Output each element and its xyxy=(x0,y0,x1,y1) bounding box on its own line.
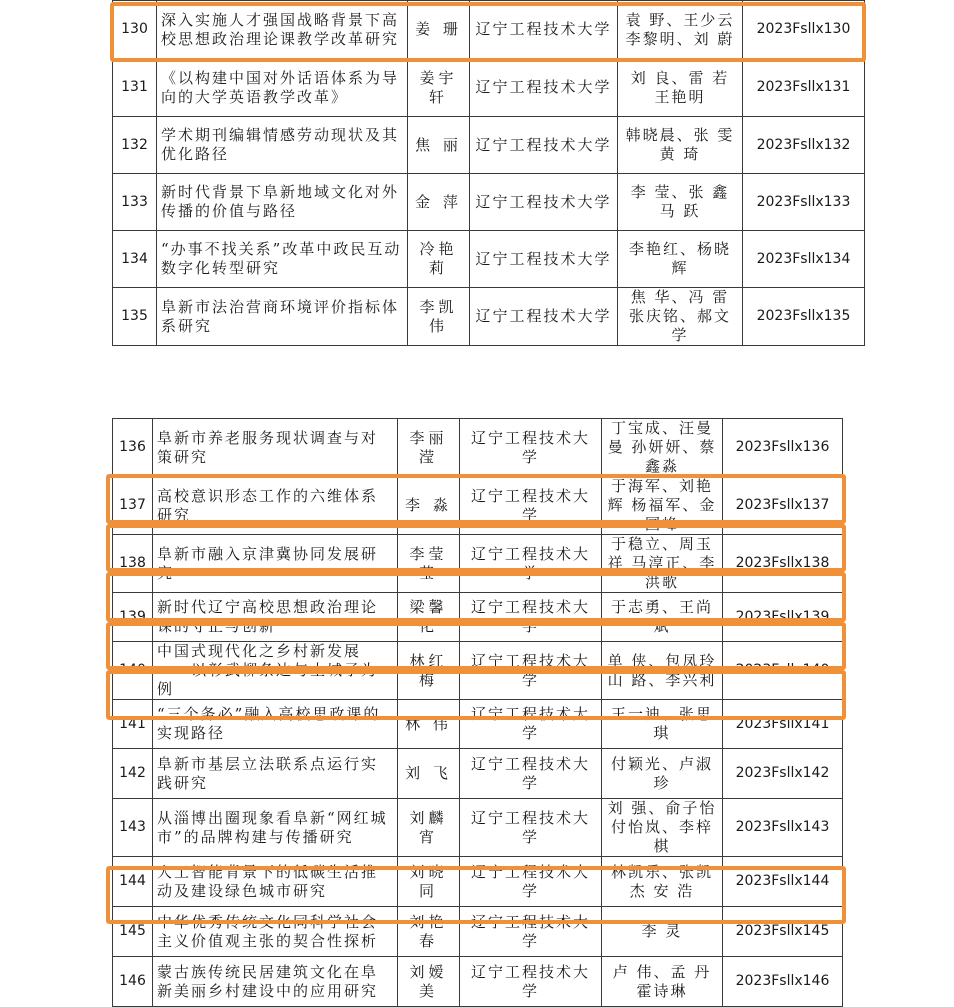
project-members: 丁宝成、汪曼曼 孙妍妍、蔡鑫淼 xyxy=(602,419,723,477)
project-leader: 焦 丽 xyxy=(408,117,470,174)
project-unit: 辽宁工程技术大学 xyxy=(460,799,602,857)
table-row xyxy=(113,749,843,799)
project-members: 于稳立、周玉祥 马淳正、李洪歌 xyxy=(602,535,723,593)
project-members: 单 侠、包凤玲 山 路、李兴利 xyxy=(602,642,723,700)
project-members: 袁 野、王少云 李黎明、刘 蔚 xyxy=(618,1,743,59)
project-members: 于海军、刘艳辉 杨福军、金国峰 xyxy=(602,477,723,535)
project-code: 2023Fsllx143 xyxy=(723,799,843,857)
project-leader: 李 淼 xyxy=(398,477,460,535)
project-title: 从淄博出圈现象看阜新“网红城市”的品牌构建与传播研究 xyxy=(153,799,398,857)
project-title: 阜新市养老服务现状调查与对策研究 xyxy=(153,419,398,477)
project-members: 刘 强、俞子怡 付怡岚、李梓棋 xyxy=(602,799,723,857)
project-members: 卢 伟、孟 丹 霍诗琳 xyxy=(602,957,723,1007)
project-leader: 刘嫒美 xyxy=(398,957,460,1007)
table-row xyxy=(113,419,843,477)
table-row xyxy=(113,957,843,1007)
project-leader: 林红梅 xyxy=(398,642,460,700)
row-number: 138 xyxy=(113,535,153,593)
project-leader: 李丽滢 xyxy=(398,419,460,477)
project-members: 于志勇、王尚斌 xyxy=(602,593,723,642)
project-members: 刘 良、雷 若 王艳明 xyxy=(618,59,743,117)
project-code: 2023Fsllx130 xyxy=(743,1,865,59)
project-code: 2023Fsllx134 xyxy=(743,231,865,288)
row-number: 146 xyxy=(113,957,153,1007)
project-code: 2023Fsllx145 xyxy=(723,907,843,957)
project-code: 2023Fsllx140 xyxy=(723,642,843,700)
project-unit: 辽宁工程技术大学 xyxy=(470,59,618,117)
project-title: 阜新市基层立法联系点运行实践研究 xyxy=(153,749,398,799)
row-number: 142 xyxy=(113,749,153,799)
project-title: 新时代背景下阜新地域文化对外传播的价值与路径 xyxy=(157,174,408,231)
table-row xyxy=(113,288,865,346)
project-members: 李 莹、张 鑫 马 跃 xyxy=(618,174,743,231)
table-row xyxy=(113,1,865,59)
row-number: 132 xyxy=(113,117,157,174)
project-title: 蒙古族传统民居建筑文化在阜新美丽乡村建设中的应用研究 xyxy=(153,957,398,1007)
project-code: 2023Fsllx136 xyxy=(723,419,843,477)
project-title: 中华优秀传统文化同科学社会主义价值观主张的契合性探析 xyxy=(153,907,398,957)
project-title: 深入实施人才强国战略背景下高校思想政治理论课教学改革研究 xyxy=(157,1,408,59)
project-leader: 李莹莹 xyxy=(398,535,460,593)
table-row xyxy=(113,799,843,857)
project-title: 《以构建中国对外话语体系为导向的大学英语教学改革》 xyxy=(157,59,408,117)
row-number: 139 xyxy=(113,593,153,642)
project-unit: 辽宁工程技术大学 xyxy=(470,174,618,231)
project-code: 2023Fsllx141 xyxy=(723,700,843,749)
project-leader: 李凯伟 xyxy=(408,288,470,346)
project-title: 高校意识形态工作的六维体系研究 xyxy=(153,477,398,535)
row-number: 141 xyxy=(113,700,153,749)
project-code: 2023Fsllx137 xyxy=(723,477,843,535)
project-leader: 姜宇轩 xyxy=(408,59,470,117)
table-row xyxy=(113,477,843,535)
project-title: “办事不找关系”改革中政民互动数字化转型研究 xyxy=(157,231,408,288)
project-unit: 辽宁工程技术大学 xyxy=(460,535,602,593)
project-members: 林凯乐、张凯杰 安 浩 xyxy=(602,857,723,907)
project-unit: 辽宁工程技术大学 xyxy=(460,957,602,1007)
project-leader: 刘艳春 xyxy=(398,907,460,957)
project-members: 李艳红、杨晓辉 xyxy=(618,231,743,288)
project-code: 2023Fsllx132 xyxy=(743,117,865,174)
project-title: 人工智能背景下的低碳生活推动及建设绿色城市研究 xyxy=(153,857,398,907)
project-unit: 辽宁工程技术大学 xyxy=(460,477,602,535)
project-leader: 金 萍 xyxy=(408,174,470,231)
row-number: 135 xyxy=(113,288,157,346)
table-row xyxy=(113,535,843,593)
project-title: “三个务必”融入高校思政课的实现路径 xyxy=(153,700,398,749)
table-row xyxy=(113,231,865,288)
row-number: 133 xyxy=(113,174,157,231)
project-unit: 辽宁工程技术大学 xyxy=(460,857,602,907)
table-row xyxy=(113,117,865,174)
project-unit: 辽宁工程技术大学 xyxy=(460,907,602,957)
project-title: 阜新市法治营商环境评价指标体系研究 xyxy=(157,288,408,346)
project-unit: 辽宁工程技术大学 xyxy=(470,117,618,174)
row-number: 144 xyxy=(113,857,153,907)
project-title: 阜新市融入京津冀协同发展研究 xyxy=(153,535,398,593)
project-members: 王一迪、张思琪 xyxy=(602,700,723,749)
table-row xyxy=(113,857,843,907)
table-row xyxy=(113,593,843,642)
project-unit: 辽宁工程技术大学 xyxy=(470,288,618,346)
project-code: 2023Fsllx138 xyxy=(723,535,843,593)
project-code: 2023Fsllx142 xyxy=(723,749,843,799)
project-code: 2023Fsllx144 xyxy=(723,857,843,907)
project-code: 2023Fsllx146 xyxy=(723,957,843,1007)
table-row xyxy=(113,907,843,957)
row-number: 145 xyxy=(113,907,153,957)
project-leader: 姜 珊 xyxy=(408,1,470,59)
project-members: 韩晓晨、张 雯 黄 琦 xyxy=(618,117,743,174)
row-number: 130 xyxy=(113,1,157,59)
project-leader: 冷艳莉 xyxy=(408,231,470,288)
project-unit: 辽宁工程技术大学 xyxy=(460,700,602,749)
row-number: 134 xyxy=(113,231,157,288)
project-unit: 辽宁工程技术大学 xyxy=(460,419,602,477)
project-code: 2023Fsllx139 xyxy=(723,593,843,642)
project-title: 中国式现代化之乡村新发展——以彰武柳条边与土城子为例 xyxy=(153,642,398,700)
project-table-1 xyxy=(112,0,865,346)
table-row xyxy=(113,174,865,231)
project-code: 2023Fsllx133 xyxy=(743,174,865,231)
project-leader: 林 伟 xyxy=(398,700,460,749)
project-leader: 刘 飞 xyxy=(398,749,460,799)
project-unit: 辽宁工程技术大学 xyxy=(460,749,602,799)
project-unit: 辽宁工程技术大学 xyxy=(470,231,618,288)
row-number: 143 xyxy=(113,799,153,857)
project-title: 新时代辽宁高校思想政治理论课的守正与创新 xyxy=(153,593,398,642)
project-unit: 辽宁工程技术大学 xyxy=(460,593,602,642)
project-members: 付颖光、卢淑珍 xyxy=(602,749,723,799)
project-unit: 辽宁工程技术大学 xyxy=(470,1,618,59)
project-code: 2023Fsllx131 xyxy=(743,59,865,117)
row-number: 137 xyxy=(113,477,153,535)
project-leader: 刘晓同 xyxy=(398,857,460,907)
project-members: 李 灵 xyxy=(602,907,723,957)
table-row xyxy=(113,59,865,117)
project-members: 焦 华、冯 雷 张庆铭、郝文学 xyxy=(618,288,743,346)
project-leader: 刘麟宵 xyxy=(398,799,460,857)
table-row xyxy=(113,642,843,700)
project-leader: 梁馨化 xyxy=(398,593,460,642)
project-unit: 辽宁工程技术大学 xyxy=(460,642,602,700)
project-title: 学术期刊编辑情感劳动现状及其优化路径 xyxy=(157,117,408,174)
row-number: 136 xyxy=(113,419,153,477)
row-number: 140 xyxy=(113,642,153,700)
row-number: 131 xyxy=(113,59,157,117)
project-table-2 xyxy=(112,418,843,1007)
table-row xyxy=(113,700,843,749)
project-code: 2023Fsllx135 xyxy=(743,288,865,346)
